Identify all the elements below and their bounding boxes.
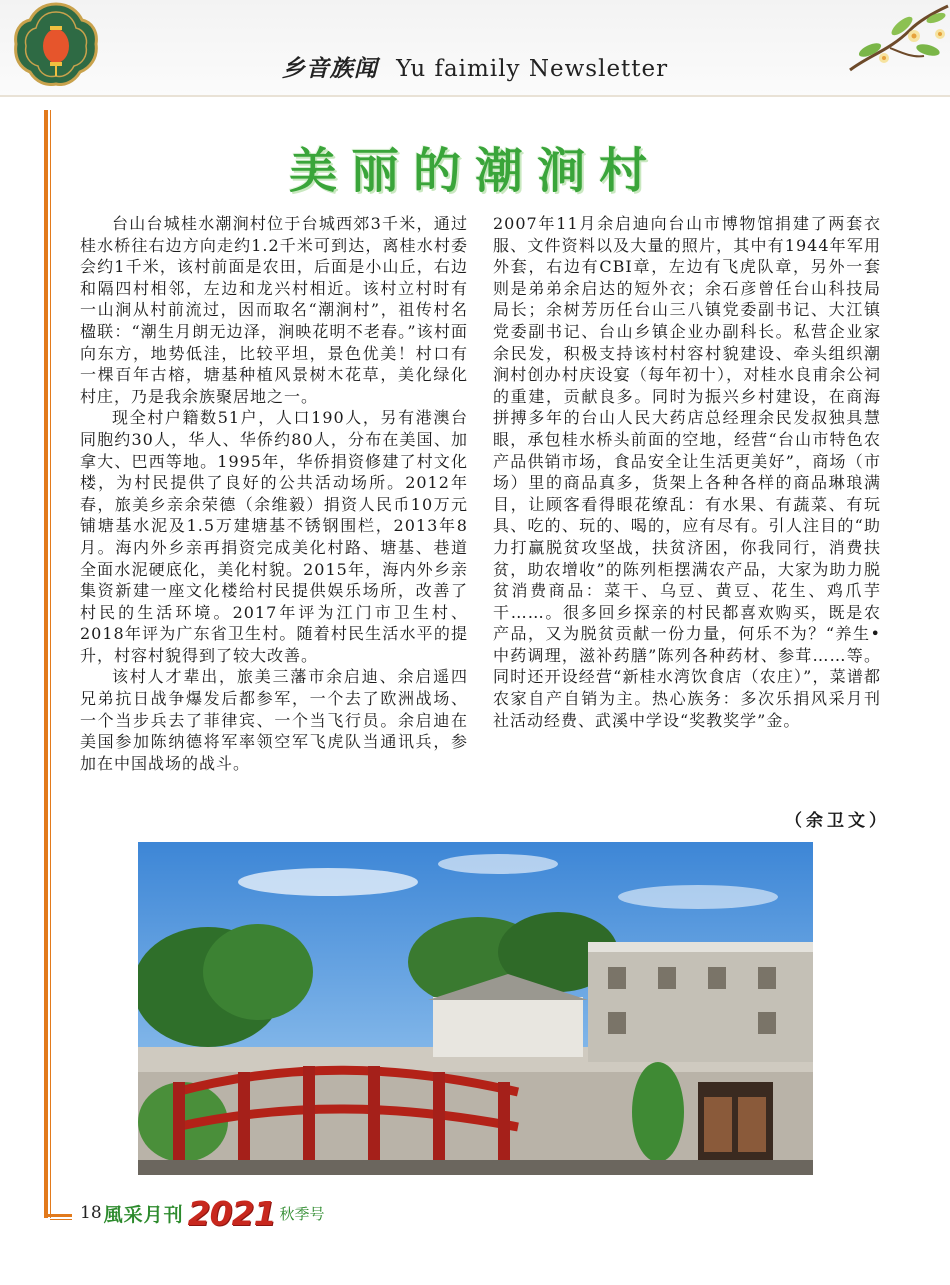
paragraph: 该村人才辈出，旅美三藩市余启迪、余启遥四兄弟抗日战争爆发后都参军，一个去了欧洲战场、一个当步兵去了菲律宾、一个当飞行员。余启迪在美国参加陈纳德将军率领空军飞虎队当通讯兵，参加在中国战场的战斗。 (80, 667, 468, 773)
magazine-name: 風采月刊 (103, 1203, 184, 1226)
village-photo (138, 842, 813, 1175)
orange-rule-foot-inner (50, 1219, 72, 1220)
issue-season: 秋季号 (279, 1204, 325, 1223)
issue-year: 2021 (187, 1193, 276, 1233)
village-photo-icon (138, 842, 813, 1175)
orange-rule (44, 110, 48, 1218)
article-column-left (80, 213, 468, 774)
paragraph: 台山台城桂水潮涧村位于台城西郊3千米，通过桂水桥往右边方向走约1.2千米可到达，离桂水村委会约1千米，该村前面是农田，后面是小山丘，右边和隔四村相邻，左边和龙兴村相近。该村立村时有一山涧从村前流过，因而取名“潮涧村”，祖传村名楹联：“潮生月朗无边泽，涧映花明不老春。”该村面向东方，地势低洼，比较平坦，景色优美！村口有一棵百年古榕，塘基种植风景树木花草，美化绿化村庄，乃是我余族聚居地之一。 (80, 214, 468, 406)
article-title: 美丽的潮涧村 (288, 143, 661, 199)
orange-rule-inner (50, 110, 51, 1218)
masthead (0, 50, 950, 83)
masthead-chinese: 乡音族闻 (281, 55, 378, 82)
author-byline: （余卫文） (785, 811, 890, 831)
page-footer (80, 1195, 325, 1231)
page-header (0, 0, 950, 96)
masthead-english: Yu faimily Newsletter (396, 56, 669, 82)
paragraph: 现全村户籍数51户，人口190人，另有港澳台同胞约30人，华人、华侨约80人，分布在美国、加拿大、巴西等地。1995年，华侨捐资修建了村文化楼，为村民提供了良好的公共活动场所。2012年春，旅美乡亲余荣德（余维毅）捐资人民币10万元铺塘基水泥及1.5万建塘基不锈钢围栏，2013年8月。海内外乡亲再捐资完成美化村路、塘基、巷道全面水泥硬底化，美化村貌。2015年，海内外乡亲集资新建一座文化楼给村民提供娱乐场所，改善了村民的生活环境。2017年评为江门市卫生村、2018年评为广东省卫生村。随着村民生活水平的提升，村容村貌得到了较大改善。 (80, 408, 468, 665)
orange-rule-foot (44, 1214, 72, 1217)
page-number: 18 (80, 1203, 102, 1223)
header-divider (0, 95, 950, 97)
article-column-right (493, 213, 881, 731)
paragraph: 2007年11月余启迪向台山市博物馆捐建了两套衣服、文件资料以及大量的照片，其中有1944年军用外套，右边有CBI章，左边有飞虎队章，另外一套则是弟弟余启达的短外衣；余石彦曾任台山科技局局长；余树芳历任台山三八镇党委副书记、大江镇党委副书记、台山乡镇企业办副科长。私营企业家余民发，积极支持该村村容村貌建设、牵头组织潮涧村创办村庆设宴（每年初十），对桂水良甫余公祠的重建，贡献良多。同时为振兴乡村建设，在商海拼搏多年的台山人民大药店总经理余民发叔独具慧眼，承包桂水桥头前面的空地，经营“台山市特色农产品供销市场，食品安全让生活更美好”，商场（市场）里的商品真多，货架上各种各样的商品琳琅满目，让顾客看得眼花缭乱：有水果、有蔬菜、有玩具、吃的、玩的、喝的，应有尽有。引人注目的“助力打赢脱贫攻坚战，扶贫济困，你我同行，消费扶贫，助农增收”的陈列柜摆满农产品，大家为助力脱贫消费商品：菜干、乌豆、黄豆、花生、鸡爪芋干……。很多回乡探亲的村民都喜欢购买，既是农产品，又为脱贫贡献一份力量，何乐不为？“养生•中药调理，滋补药膳”陈列各种药材、参茸……等。同时还开设经营“新桂水湾饮食店（农庄）”，菜谱都农家自产自销为主。热心族务：多次乐捐风采月刊社活动经费、武溪中学设“奖教奖学”金。 (493, 214, 881, 730)
